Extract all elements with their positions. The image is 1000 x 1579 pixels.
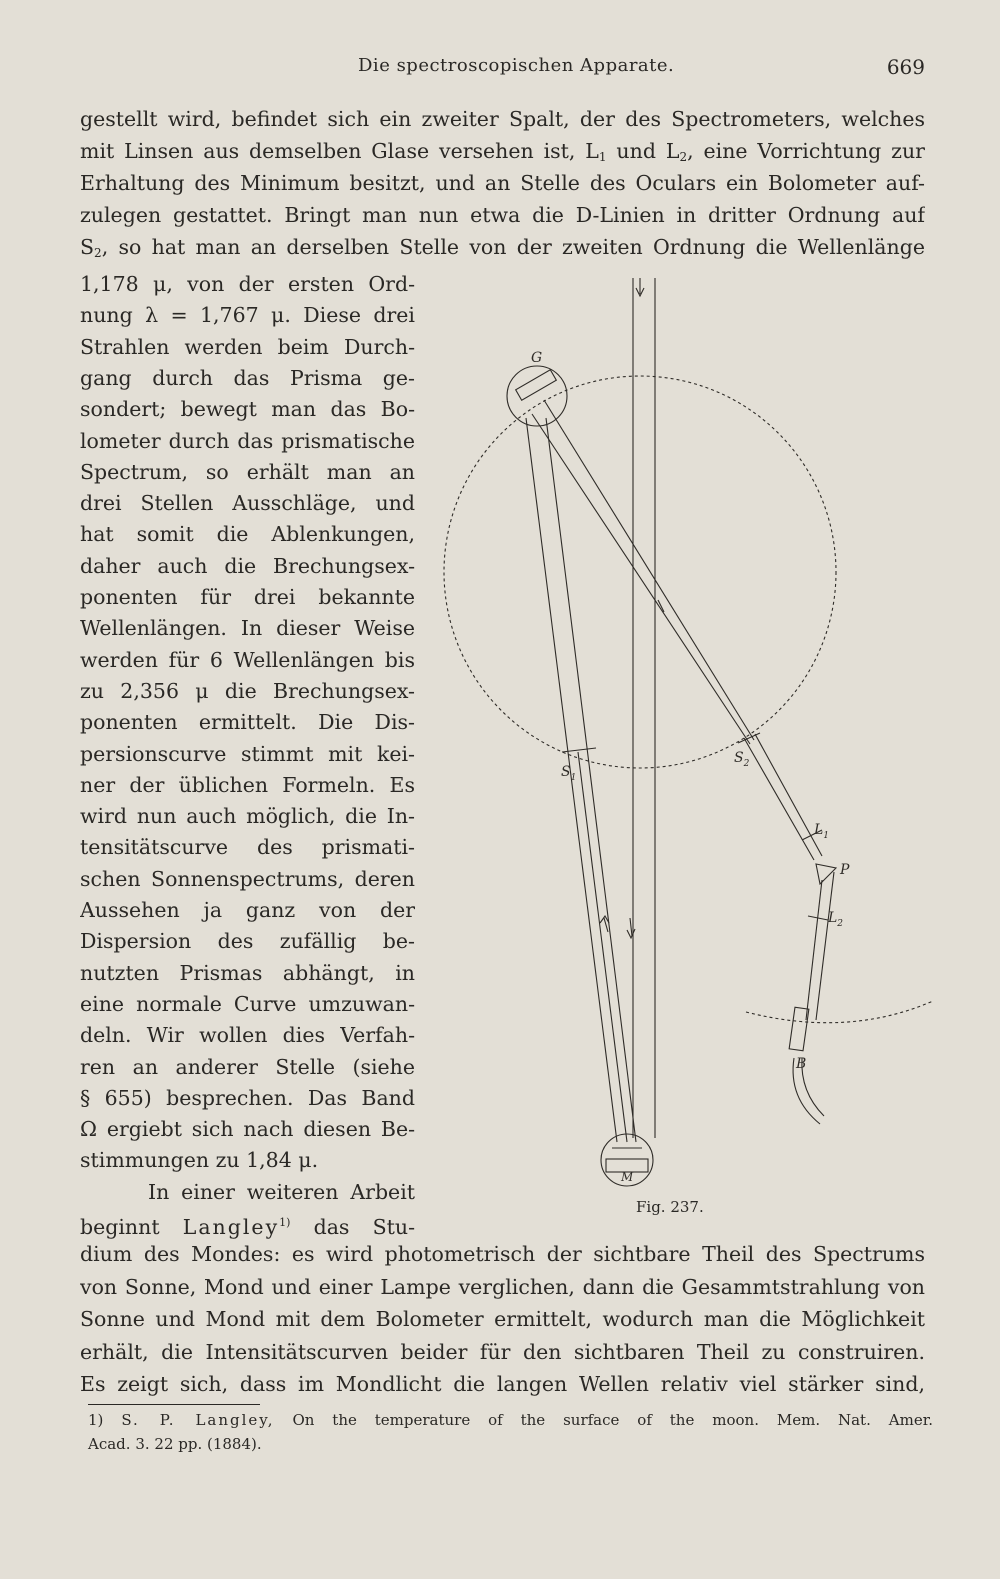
- label-m: M: [621, 1170, 634, 1184]
- body-line: sondert; bewegt man das Bo-: [80, 397, 415, 422]
- bolometer: [789, 1007, 809, 1051]
- body-line: schen Sonnenspectrums, deren: [80, 866, 415, 891]
- body-line: hat somit die Ablenkungen,: [80, 522, 415, 547]
- footnote-ref: 1): [279, 1216, 291, 1229]
- page-header: [80, 55, 925, 85]
- footnote-rule: [88, 1404, 260, 1405]
- label-s1: $S_1$: [561, 764, 577, 783]
- body-line: ren an anderer Stelle (siehe: [80, 1054, 415, 1079]
- body-line: erhält, die Intensitätscurven beider für den sichtbaren Theil zu construiren.: [80, 1339, 925, 1364]
- beam-to-prism: [755, 734, 822, 856]
- body-line: deln. Wir wollen dies Verfah-: [80, 1023, 415, 1048]
- body-line: persionscurve stimmt mit kei-: [80, 741, 415, 766]
- beam-to-prism: [744, 738, 814, 860]
- body-line: werden für 6 Wellenlängen bis: [80, 647, 415, 672]
- body-line: ner der üblichen Formeln. Es: [80, 772, 415, 797]
- body-line: $S_2$, so hat man an derselben Stelle von der zweiten Ordnung die Wellenlänge: [80, 235, 925, 260]
- spectrometer-figure: [428, 268, 948, 1228]
- body-line: dium des Mondes: es wird photometrisch der sichtbare Theil des Spectrums: [80, 1242, 925, 1266]
- body-line: Sonne und Mond mit dem Bolometer ermittelt, wodurch man die Möglichkeit: [80, 1307, 925, 1331]
- body-line: nutzten Prismas abhängt, in: [80, 960, 415, 985]
- diffracted-beam: [532, 414, 750, 744]
- body-line: wird nun auch möglich, die In-: [80, 804, 415, 829]
- body-line: Erhaltung des Minimum besitzt, und an Stelle des Oculars ein Bolometer auf-: [80, 171, 925, 195]
- label-l1: $L_1$: [814, 822, 830, 841]
- body-line: Dispersion des zufällig be-: [80, 929, 415, 954]
- body-line: Spectrum, so erhält man an: [80, 459, 415, 484]
- grating: [516, 370, 557, 400]
- figure-caption: Fig. 237.: [636, 1198, 704, 1216]
- large-dashed-circle: [444, 376, 836, 768]
- grating-circle: [507, 366, 567, 426]
- body-line: Es zeigt sich, dass im Mondlicht die langen Wellen relativ viel stärker sind,: [80, 1372, 925, 1396]
- lower-dashed-arc: [746, 1001, 933, 1023]
- footnote: 1) S. P. Langley, On the temperature of the surface of the moon. Mem. Nat. Amer.: [88, 1411, 933, 1429]
- body-line: stimmungen zu 1,84 μ.: [80, 1148, 319, 1173]
- label-l2: $L_2$: [828, 910, 844, 929]
- body-line: daher auch die Brechungsex-: [80, 553, 415, 578]
- body-line: In einer weiteren Arbeit: [148, 1179, 415, 1204]
- body-line: von Sonne, Mond und einer Lampe verglichen, dann die Gesammtstrahlung von: [80, 1274, 925, 1299]
- body-line: ponenten ermittelt. Die Dis-: [80, 710, 415, 735]
- label-s2: $S_2$: [734, 750, 750, 769]
- label-b: B: [796, 1056, 807, 1072]
- author-name: Langley: [182, 1214, 280, 1239]
- body-line: zulegen gestattet. Bringt man nun etwa die D-Linien in dritter Ordnung auf: [80, 203, 925, 227]
- slit-beam: [578, 752, 627, 1142]
- body-line: zu 2,356 μ die Brechungsex-: [80, 678, 415, 703]
- label-p: P: [840, 862, 850, 878]
- body-line: tensitätscurve des prismati-: [80, 835, 415, 860]
- footnote-continued: Acad. 3. 22 pp. (1884).: [88, 1435, 262, 1453]
- body-line: ponenten für drei bekannte: [80, 585, 415, 609]
- body-line: gang durch das Prisma ge-: [80, 365, 415, 390]
- body-line: Ω ergiebt sich nach diesen Be-: [80, 1117, 415, 1142]
- body-line: nung λ = 1,767 μ. Diese drei: [80, 303, 415, 328]
- body-line: § 655) besprechen. Das Band: [80, 1085, 415, 1110]
- body-line: lometer durch das prismatische: [80, 428, 415, 453]
- body-line: eine normale Curve umzuwan-: [80, 991, 415, 1016]
- body-line: Aussehen ja ganz von der: [80, 898, 415, 922]
- body-line: beginnt Langley$^{1)}$ das Stu-: [80, 1214, 415, 1239]
- body-line: 1,178 μ, von der ersten Ord-: [80, 272, 415, 296]
- label-g: G: [531, 350, 543, 366]
- body-line: drei Stellen Ausschläge, und: [80, 491, 415, 516]
- body-line: gestellt wird, befindet sich ein zweiter Spalt, der des Spectrometers, welches: [80, 107, 925, 131]
- body-line: Strahlen werden beim Durch-: [80, 334, 415, 359]
- body-line: Wellenlängen. In dieser Weise: [80, 616, 415, 641]
- diffracted-beam: [544, 400, 754, 740]
- running-title: Die spectroscopischen Apparate.: [358, 55, 675, 76]
- page-number: 669: [886, 55, 925, 79]
- body-line: mit Linsen aus demselben Glase versehen ist, $L_1$ und $L_2$, eine Vorrichtung zur: [80, 139, 925, 164]
